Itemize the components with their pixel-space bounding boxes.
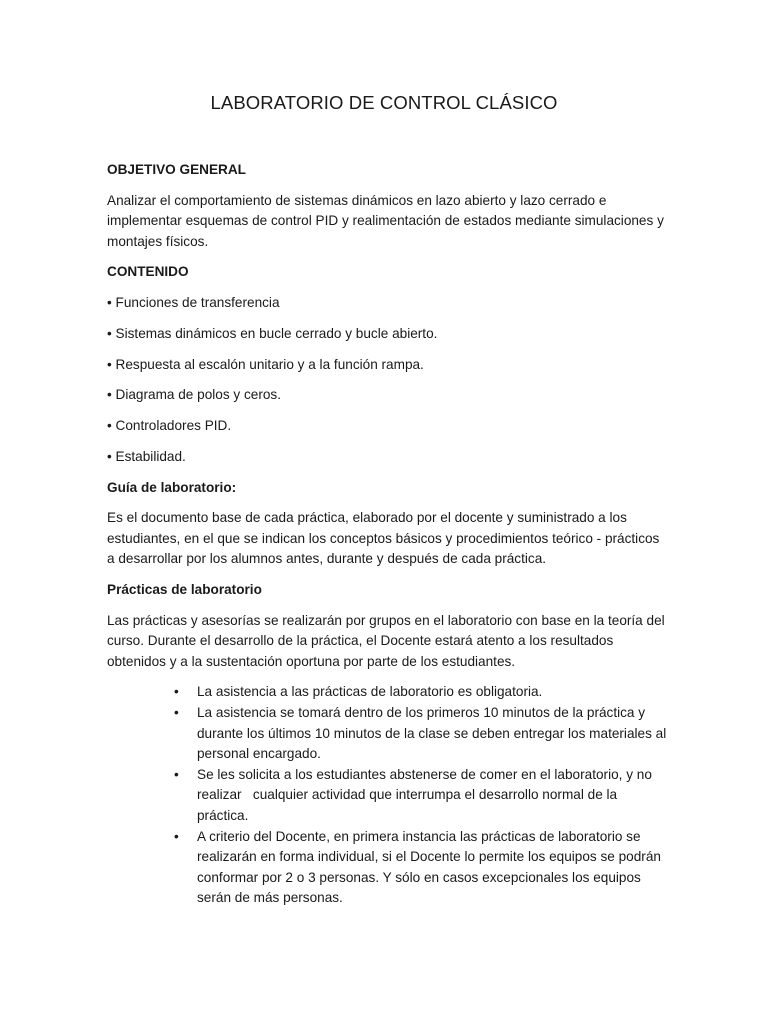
practicas-text: Las prácticas y asesorías se realizarán por grupos en el laboratorio con base en la teoría del curso. Durante el desarrollo de la práctica, el Docente estará atento a los resultados obtenidos y a la sustentación oportuna por parte de los estudiantes. xyxy=(107,612,665,669)
contenido-item: • Sistemas dinámicos en bucle cerrado y bucle abierto. xyxy=(107,325,438,341)
contenido-heading: CONTENIDO xyxy=(107,264,189,280)
contenido-item: • Respuesta al escalón unitario y a la función rampa. xyxy=(107,356,424,372)
bullet-icon: • xyxy=(174,828,179,844)
document-title: LABORATORIO DE CONTROL CLÁSICO xyxy=(210,92,558,113)
list-item-text: La asistencia se tomará dentro de los primeros 10 minutos de la práctica y durante los últimos 10 minutos de la clase se deben entregar los materiales al personal encargado. xyxy=(197,705,667,762)
contenido-item: • Controladores PID. xyxy=(107,418,232,434)
document-body xyxy=(107,160,667,909)
list-item xyxy=(174,827,669,909)
objetivo-text: Analizar el comportamiento de sistemas dinámicos en lazo abierto y lazo cerrado e implementar esquemas de control PID y realimentación de estados mediante simulaciones y montajes físicos. xyxy=(107,192,664,249)
guia-heading: Guía de laboratorio: xyxy=(107,479,237,495)
list-item-text: A criterio del Docente, en primera instancia las prácticas de laboratorio se realizarán en forma individual, si el Docente lo permite los equipos se podrán conformar por 2 o 3 personas. Y sólo en casos excepcionales los equipos serán de más personas. xyxy=(197,828,661,906)
contenido-item: • Diagrama de polos y ceros. xyxy=(107,387,282,403)
bullet-icon: • xyxy=(174,684,179,700)
objetivo-heading: OBJETIVO GENERAL xyxy=(107,162,246,177)
guia-text: Es el documento base de cada práctica, elaborado por el docente y suministrado a los estudiantes, en el que se indican los conceptos básicos y procedimientos teórico - prácticos a desarrollar por los alumnos antes, durante y después de cada práctica. xyxy=(107,510,660,567)
contenido-item: • Estabilidad. xyxy=(107,448,186,464)
list-item-text: La asistencia a las prácticas de laboratorio es obligatoria. xyxy=(197,684,543,700)
bullet-icon: • xyxy=(174,766,179,782)
list-item xyxy=(174,703,669,765)
list-item xyxy=(174,682,669,703)
contenido-item: • Funciones de transferencia xyxy=(107,294,280,310)
bullet-icon: • xyxy=(174,705,179,720)
list-item xyxy=(174,765,669,827)
practicas-heading: Prácticas de laboratorio xyxy=(107,582,262,598)
practicas-rules-list xyxy=(174,682,669,909)
list-item-text: Se les solicita a los estudiantes abstenerse de comer en el laboratorio, y no realizar cualquier actividad que interrumpa el desarrollo normal de la práctica. xyxy=(197,766,656,823)
